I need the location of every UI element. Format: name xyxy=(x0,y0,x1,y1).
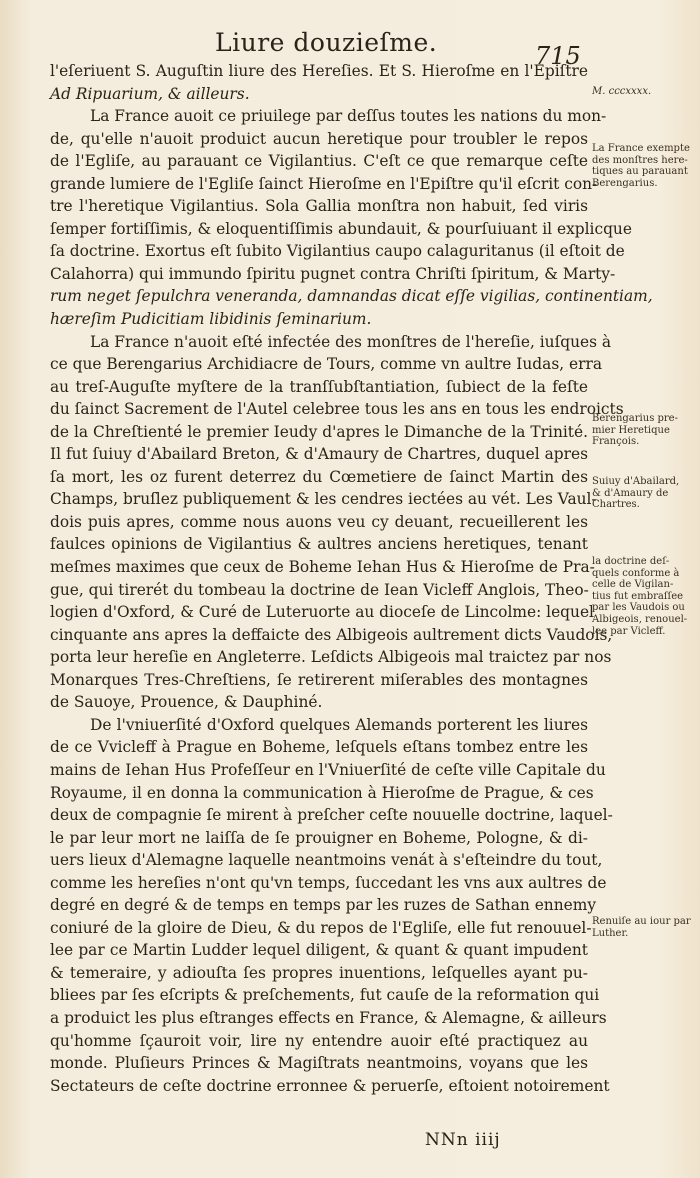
text-line: de la Chreſtienté le premier Ieudy d'apres le Dimanche de la Trinité. xyxy=(50,422,588,441)
margin-line: tius fut embraſſee xyxy=(592,590,684,602)
text-line: bliees par ſes eſcripts & preſchements, fut cauſe de la reformation qui xyxy=(50,986,600,1005)
text-line: ſemper fortiſſimis, & eloquentiſſimis abundauit, & pourſuiuant il explicque xyxy=(50,219,632,238)
text-line: comme les hereſies n'ont qu'vn temps, ſuccedant les vns aux aultres de xyxy=(50,873,607,892)
text-line: rum neget ſepulchra veneranda, damnandas dicat eſſe vigilias, continentiam, xyxy=(50,287,653,306)
text-line: de Sauoye, Prouence, & Dauphiné. xyxy=(50,693,323,712)
text-line: uers lieux d'Alemagne laquelle neantmoins venát à s'eſteindre du tout, xyxy=(50,851,603,870)
text-line: cinquante ans apres la deffaicte des Albigeois aultrement dicts Vaudois, xyxy=(50,625,613,644)
text-line: Il fut ſuiuy d'Abailard Breton, & d'Amaury de Chartres, duquel apres xyxy=(50,445,588,464)
text-line: hæreſim Pudicitiam libidinis ſeminarium. xyxy=(50,310,372,329)
margin-line: lee par Vicleff. xyxy=(592,625,666,637)
margin-line: tiques au parauant xyxy=(592,166,688,178)
margin-line: quels conforme à xyxy=(592,567,680,579)
margin-line: François. xyxy=(592,436,640,448)
text-line: ce que Berengarius Archidiacre de Tours, comme vn aultre Iudas, erra xyxy=(50,355,603,374)
text-line: ſa mort, les oz furent deterrez du Cœmetiere de ſainct Martin des xyxy=(50,467,588,486)
text-line: & temeraire, y adiouſta ſes propres inuentions, leſquelles ayant pu- xyxy=(50,963,588,982)
text-line: deux de compagnie ſe mirent à preſcher ceſte nouuelle doctrine, laquel- xyxy=(50,806,613,825)
text-line: De l'vniuerſité d'Oxford quelques Alemands porterent les liures xyxy=(90,715,588,734)
text-line: La France auoit ce priuilege par deſſus toutes les nations du mon- xyxy=(90,107,607,126)
margin-line: Albigeois, renouel- xyxy=(592,613,688,625)
margin-note-doctrine xyxy=(592,556,698,637)
margin-line: M. cccxxxx. xyxy=(592,86,652,97)
margin-line: des monſtres here- xyxy=(592,154,688,166)
margin-line: mier Heretique xyxy=(592,424,670,436)
text-line: faulces opinions de Vigilantius & aultres anciens heretiques, tenant xyxy=(50,535,588,554)
margin-note-berengarius xyxy=(592,413,698,448)
text-line: de l'Egliſe, au parauant ce Vigilantius. C'eſt ce que remarque ceſte xyxy=(50,152,588,171)
text-line: dois puis apres, comme nous auons veu cy deuant, recueillerent les xyxy=(50,512,588,531)
margin-line: la doctrine deſ- xyxy=(592,556,670,567)
margin-line: Chartres. xyxy=(592,499,640,511)
margin-line: Suiuy d'Abailard, xyxy=(592,476,680,487)
margin-line: & d'Amaury de xyxy=(592,487,669,499)
text-line: au treſ-Auguſte myſtere de la tranſſubſtantiation, ſubiect de la feſte xyxy=(50,377,588,396)
text-line: Sectateurs de ceſte doctrine erronnee & peruerſe, eſtoient notoirement xyxy=(50,1076,610,1095)
text-line: grande lumiere de l'Egliſe ſainct Hieroſme en l'Epiſtre qu'il eſcrit con- xyxy=(50,174,598,193)
text-line: Monarques Tres-Chreſtiens, ſe retirerent miſerables des montagnes xyxy=(50,670,588,689)
text-line: meſmes maximes que ceux de Boheme Iehan Hus & Hieroſme de Pra- xyxy=(50,558,595,577)
margin-line: par les Vaudois ou xyxy=(592,602,685,614)
margin-note-france-exempt xyxy=(592,143,698,189)
margin-line: La France exempte xyxy=(592,143,690,154)
running-title: Liure douzieſme. xyxy=(215,28,438,57)
margin-line: Berengarius pre- xyxy=(592,413,678,424)
margin-line: Berengarius. xyxy=(592,177,658,189)
text-line: Champs, bruſlez publiquement & les cendres iectées au vét. Les Vaul- xyxy=(50,490,597,509)
text-line: qu'homme ſçauroit voir, lire ny entendre auoir eſté practiquez au xyxy=(50,1031,588,1050)
text-line: logien d'Oxford, & Curé de Luteruorte au dioceſe de Lincolme: lequel xyxy=(50,603,594,622)
text-line: tre l'heretique Vigilantius. Sola Gallia monſtra non habuit, ſed viris xyxy=(50,197,588,216)
text-line: du ſainct Sacrement de l'Autel celebree tous les ans en tous les endroicts xyxy=(50,400,624,419)
text-line: mains de Iehan Hus Profeſſeur en l'Vniuerſité de ceſte ville Capitale du xyxy=(50,760,606,779)
margin-note-abailard xyxy=(592,476,698,511)
margin-line: Renuiſe au iour par xyxy=(592,916,691,927)
text-line: gue, qui tirerét du tombeau la doctrine de Iean Vicleff Anglois, Theo- xyxy=(50,580,589,599)
margin-note-luther xyxy=(592,916,698,939)
text-line: porta leur hereſie en Angleterre. Leſdicts Albigeois mal traictez par nos xyxy=(50,648,612,667)
margin-ref-year xyxy=(592,86,698,98)
text-line: de ce Vvicleff à Prague en Boheme, leſquels eſtans tombez entre les xyxy=(50,738,588,757)
text-line: monde. Pluſieurs Princes & Magiſtrats neantmoins, voyans que les xyxy=(50,1054,588,1073)
text-line: le par leur mort ne laiſſa de ſe prouigner en Boheme, Pologne, & di- xyxy=(50,828,588,847)
text-line: ſa doctrine. Exortus eſt ſubito Vigilantius caupo calaguritanus (il eſtoit de xyxy=(50,242,625,261)
page-number: 715 xyxy=(535,42,581,70)
text-line: lee par ce Martin Ludder lequel diligent, & quant & quant impudent xyxy=(50,941,588,960)
text-line: de, qu'elle n'auoit produict aucun heretique pour troubler le repos xyxy=(50,129,588,148)
margin-line: Luther. xyxy=(592,927,629,939)
text-line: La France n'auoit eſté infectée des monſtres de l'hereſie, iuſques à xyxy=(90,332,612,351)
margin-line: celle de Vigilan- xyxy=(592,579,674,591)
signature-mark: NNn iiij xyxy=(425,1130,501,1150)
text-line: coniuré de la gloire de Dieu, & du repos de l'Egliſe, elle fut renouuel- xyxy=(50,918,592,937)
text-line: l'eſeriuent S. Auguſtin liure des Hereſies. Et S. Hieroſme en l'Epiſtre xyxy=(50,62,588,80)
page-header xyxy=(0,14,700,70)
text-line: Royaume, il en donna la communication à Hieroſme de Prague, & ces xyxy=(50,783,594,802)
text-line: Calahorra) qui immundo ſpiritu pugnet contra Chriſti ſpiritum, & Marty- xyxy=(50,264,616,283)
text-line: a produict les plus eſtranges effects en France, & Alemagne, & ailleurs xyxy=(50,1008,607,1027)
text-line: degré en degré & de temps en temps par les ruzes de Sathan ennemy xyxy=(50,896,597,915)
text-line: Ad Ripuarium, & ailleurs. xyxy=(50,84,250,103)
